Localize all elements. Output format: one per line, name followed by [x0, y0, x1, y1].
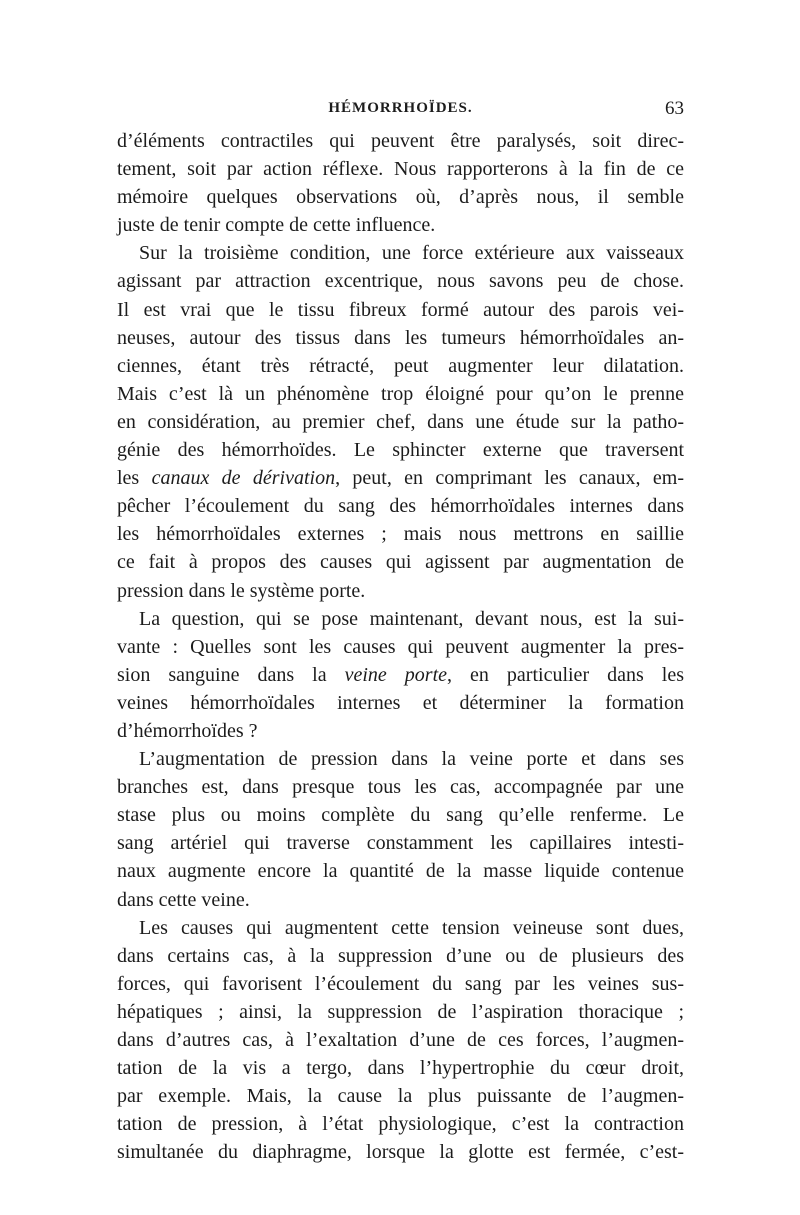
text-line: en considération, au premier chef, dans une étude sur la patho-: [117, 410, 684, 433]
text-line: vante : Quelles sont les causes qui peuvent augmenter la pres-: [117, 635, 684, 658]
text-line: les hémorrhoïdales externes ; mais nous mettrons en saillie: [117, 523, 684, 546]
text-line: agissant par attraction excentrique, nous savons peu de chose.: [117, 270, 684, 293]
text-line: pression dans le système porte.: [117, 579, 366, 602]
text-line: juste de tenir compte de cette influence.: [117, 214, 436, 237]
page-number: 63: [665, 98, 684, 119]
text-line: ciennes, étant très rétracté, peut augmenter leur dilatation.: [117, 354, 684, 377]
text-line: Les causes qui augmentent cette tension veineuse sont dues,: [139, 916, 684, 939]
text-line: stase plus ou moins complète du sang qu’elle renferme. Le: [117, 804, 684, 827]
text-line: mémoire quelques observations où, d’après nous, il semble: [117, 186, 684, 209]
text-line: simultanée du diaphragme, lorsque la glotte est fermée, c’est-: [117, 1141, 684, 1164]
text-line: Mais c’est là un phénomène trop éloigné pour qu’on le prenne: [117, 382, 684, 405]
text-line: Sur la troisième condition, une force extérieure aux vaisseaux: [139, 242, 684, 265]
italic-term: veine porte: [344, 663, 448, 686]
text-line: d’éléments contractiles qui peuvent être paralysés, soit direc-: [117, 130, 684, 152]
text-line: tation de pression, à l’état physiologique, c’est la contraction: [117, 1113, 684, 1136]
text-line: Il est vrai que le tissu fibreux formé autour des parois vei-: [117, 298, 684, 321]
text-line: L’augmentation de pression dans la veine porte et dans ses: [139, 748, 684, 771]
text-line: par exemple. Mais, la cause la plus puissante de l’augmen-: [117, 1085, 684, 1108]
text-line: dans d’autres cas, à l’exaltation d’une de ces forces, l’augmen-: [117, 1029, 684, 1051]
text-line: ce fait à propos des causes qui agissent par augmentation de: [117, 551, 684, 574]
text-line: naux augmente encore la quantité de la masse liquide contenue: [117, 860, 684, 883]
text-line: dans cette veine.: [117, 888, 250, 911]
text-line: dans certains cas, à la suppression d’une ou de plusieurs des: [117, 944, 684, 967]
text-line: sang artériel qui traverse constamment les capillaires intesti-: [117, 832, 684, 855]
text-line: neuses, autour des tissus dans les tumeurs hémorrhoïdales an-: [117, 326, 684, 349]
text-line: branches est, dans presque tous les cas, accompagnée par une: [117, 776, 684, 799]
text-line: pêcher l’écoulement du sang des hémorrhoïdales internes dans: [117, 495, 684, 518]
body-text: [117, 127, 684, 1166]
text-line: La question, qui se pose maintenant, devant nous, est la sui-: [139, 607, 684, 630]
text-line: tement, soit par action réflexe. Nous rapporterons à la fin de ce: [117, 158, 684, 181]
text-line: forces, qui favorisent l’écoulement du sang par les veines sus-: [117, 972, 684, 995]
page-header: [117, 100, 684, 124]
running-title: HÉMORRHOÏDES.: [328, 100, 473, 116]
italic-term: canaux de dérivation: [151, 467, 336, 490]
text-line: génie des hémorrhoïdes. Le sphincter externe que traversent: [117, 439, 684, 462]
text-line: d’hémorrhoïdes ?: [117, 719, 258, 742]
text-line: sion sanguine dans la veine porte, en particulier dans les: [117, 663, 685, 686]
text-line: les canaux de dérivation, peut, en comprimant les canaux, em-: [117, 467, 684, 490]
text-line: veines hémorrhoïdales internes et déterminer la formation: [117, 691, 684, 714]
text-line: tation de la vis a tergo, dans l’hypertrophie du cœur droit,: [117, 1057, 684, 1080]
text-line: hépatiques ; ainsi, la suppression de l’aspiration thoracique ;: [117, 1000, 684, 1023]
